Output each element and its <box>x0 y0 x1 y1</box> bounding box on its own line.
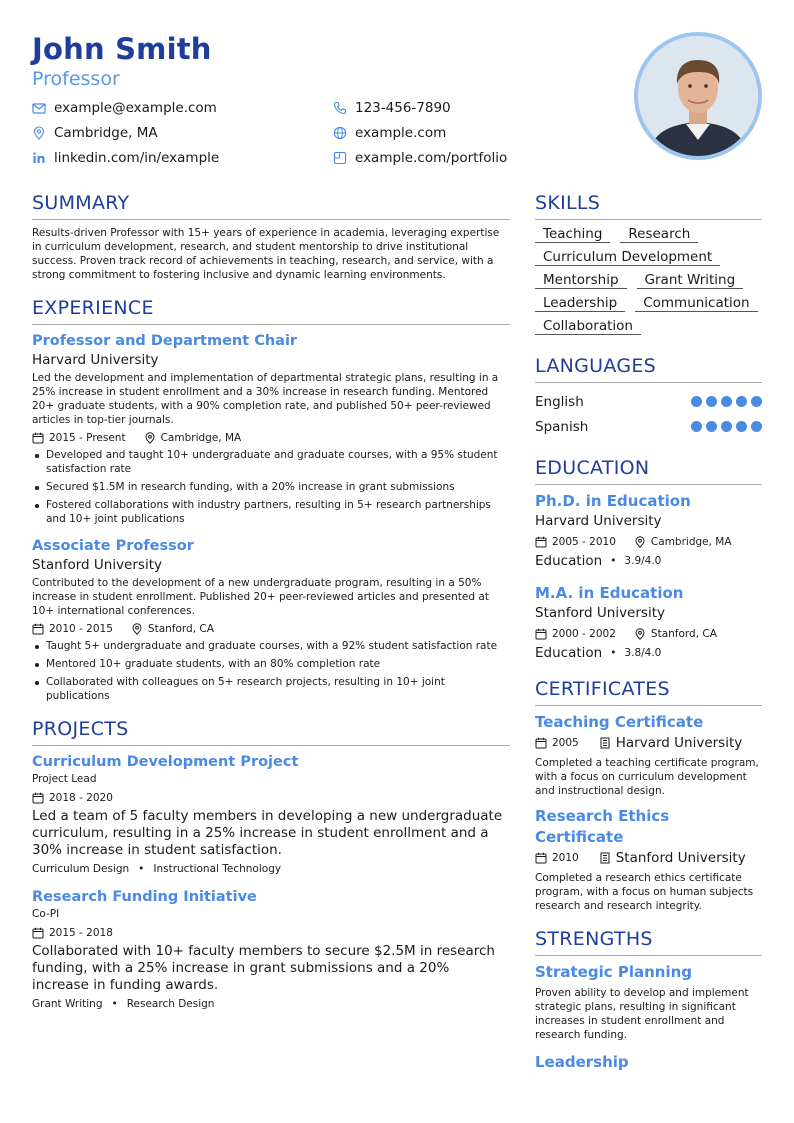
project-role: Project Lead <box>32 773 97 785</box>
calendar-icon <box>535 536 547 548</box>
project-tag: Instructional Technology <box>153 863 282 875</box>
level-dot <box>691 396 702 407</box>
resume-header <box>32 30 612 180</box>
job-desc: Led the development and implementation of departmental strategic plans, resulting in a 25% increase in student enrollment and a 30% increase in research funding. Mentored 20+ graduate students, with a 90% completion rate, and published 50+ peer-reviewed articles in top-tier journals. <box>32 372 499 426</box>
job-meta <box>32 620 510 638</box>
strengths-heading: STRENGTHS <box>535 926 762 956</box>
job-entry <box>32 536 510 703</box>
certificate-meta <box>535 848 762 868</box>
language-row <box>535 414 762 439</box>
school-name: Stanford University <box>535 605 665 621</box>
job-title: Professor and Department Chair <box>32 333 298 349</box>
certificate-name: Research Ethics Certificate <box>535 807 670 846</box>
calendar-icon <box>32 432 44 444</box>
tag-separator: • <box>138 863 145 875</box>
job-title: Associate Professor <box>32 538 194 554</box>
level-dot <box>721 421 732 432</box>
job-bullet: Taught 5+ undergraduate and graduate courses, with a 92% student satisfaction rate <box>32 639 510 653</box>
project-title: Curriculum Development Project <box>32 754 299 770</box>
language-level <box>691 396 762 407</box>
level-dot <box>706 421 717 432</box>
education-meta <box>535 625 762 643</box>
portfolio-icon <box>333 151 347 165</box>
language-name: English <box>535 393 584 410</box>
email-text: example@example.com <box>54 100 217 116</box>
job-bullet: Mentored 10+ graduate students, with an 80% completion rate <box>32 657 510 671</box>
certificate-issuer: Stanford University <box>615 850 746 866</box>
project-tag: Research Design <box>126 998 215 1010</box>
project-tag: Grant Writing <box>32 998 103 1010</box>
candidate-name: John Smith <box>32 32 212 66</box>
project-meta <box>32 924 510 942</box>
project-title: Research Funding Initiative <box>32 889 257 905</box>
strength-name: Strategic Planning <box>535 963 693 981</box>
project-entry <box>32 887 510 1012</box>
contact-website[interactable] <box>333 123 446 143</box>
strength-desc: Proven ability to develop and implement strategic plans, resulting in significant increases in student enrollment and research funding. <box>535 987 749 1041</box>
contact-portfolio[interactable] <box>333 148 507 168</box>
strengths-section <box>535 926 762 1073</box>
job-entry <box>32 331 510 526</box>
job-meta <box>32 429 510 447</box>
certificate-name: Teaching Certificate <box>535 713 704 731</box>
experience-heading: EXPERIENCE <box>32 295 510 325</box>
skill-tag: Research <box>620 226 698 243</box>
strength-entry <box>535 962 762 1042</box>
project-desc: Led a team of 5 faculty members in developing a new undergraduate curriculum, resulting in a 25% increase in student enrollment and a 30% increase in student satisfaction. <box>32 808 503 858</box>
education-section <box>535 455 762 663</box>
certificate-year: 2010 <box>552 852 579 864</box>
phone-icon <box>333 101 347 115</box>
left-column <box>32 190 510 1025</box>
education-field: Education <box>535 553 603 569</box>
skills-list <box>535 226 762 335</box>
education-location: Stanford, CA <box>650 628 717 640</box>
education-gpa: 3.9/4.0 <box>624 555 662 567</box>
summary-text: Results-driven Professor with 15+ years of experience in academia, leveraging expertise in curriculum development, research, and student mentorship to drive institutional success. Proven track record of achievements in teaching, research, and service, with a strong commitment to fostering inclusive and dynamic learning environments. <box>32 227 500 281</box>
phone-text: 123-456-7890 <box>355 100 451 116</box>
project-tags <box>32 862 510 877</box>
location-pin-icon <box>131 623 143 635</box>
degree-title: Ph.D. in Education <box>535 492 691 510</box>
education-field-line <box>535 644 762 663</box>
certificate-issuer: Harvard University <box>615 735 743 751</box>
project-dates: 2018 - 2020 <box>49 792 113 804</box>
job-bullet: Secured $1.5M in research funding, with a 20% increase in grant submissions <box>32 480 510 494</box>
location-text: Cambridge, MA <box>54 125 158 141</box>
certificate-entry <box>535 806 762 913</box>
calendar-icon <box>535 852 547 864</box>
certificates-heading: CERTIFICATES <box>535 676 762 706</box>
location-pin-icon <box>634 536 646 548</box>
job-bullet: Fostered collaborations with industry partners, resulting in 5+ research partnerships and 10+ joint publications <box>32 498 510 526</box>
job-org: Harvard University <box>32 352 159 368</box>
project-meta <box>32 789 510 807</box>
calendar-icon <box>535 737 547 749</box>
calendar-icon <box>535 628 547 640</box>
education-dates: 2000 - 2002 <box>552 628 616 640</box>
certificates-section <box>535 676 762 913</box>
calendar-icon <box>32 623 44 635</box>
level-dot <box>736 396 747 407</box>
certificate-desc: Completed a teaching certificate program, with a focus on curriculum development and instructional design. <box>535 757 759 797</box>
certificate-desc: Completed a research ethics certificate program, with a focus on human subjects research and research integrity. <box>535 872 754 912</box>
profile-photo <box>634 32 762 160</box>
location-pin-icon <box>32 126 46 140</box>
education-dates: 2005 - 2010 <box>552 536 616 548</box>
education-field: Education <box>535 645 603 661</box>
contact-email[interactable] <box>32 98 217 118</box>
calendar-icon <box>32 927 44 939</box>
level-dot <box>721 396 732 407</box>
project-tag: Curriculum Design <box>32 863 130 875</box>
contact-phone[interactable] <box>333 98 451 118</box>
education-heading: EDUCATION <box>535 455 762 485</box>
institution-icon <box>599 852 611 864</box>
job-bullet: Developed and taught 10+ undergraduate and graduate courses, with a 95% student satisfaction rate <box>32 448 510 476</box>
education-gpa: 3.8/4.0 <box>624 647 662 659</box>
education-field-line <box>535 552 762 571</box>
globe-icon <box>333 126 347 140</box>
education-entry <box>535 491 762 571</box>
languages-heading: LANGUAGES <box>535 353 762 383</box>
job-bullet: Collaborated with colleagues on 5+ research projects, resulting in 10+ joint publications <box>32 675 510 703</box>
experience-section <box>32 295 510 703</box>
language-name: Spanish <box>535 418 589 435</box>
separator-dot: • <box>610 647 617 659</box>
certificate-meta <box>535 733 762 753</box>
project-desc: Collaborated with 10+ faculty members to secure $2.5M in research funding, with a 25% increase in grant submissions and a 20% increase in funding awards. <box>32 943 495 993</box>
education-entry <box>535 583 762 663</box>
skill-tag: Curriculum Development <box>535 249 720 266</box>
project-role: Co-PI <box>32 908 60 920</box>
portrait-image <box>638 36 758 156</box>
project-tags <box>32 997 510 1012</box>
languages-section <box>535 353 762 439</box>
school-name: Harvard University <box>535 513 662 529</box>
portfolio-text: example.com/portfolio <box>355 150 508 166</box>
strength-name: Leadership <box>535 1053 629 1071</box>
project-dates: 2015 - 2018 <box>49 927 113 939</box>
job-dates: 2015 - Present <box>49 432 126 444</box>
contact-linkedin[interactable] <box>32 148 219 168</box>
skills-heading: SKILLS <box>535 190 762 220</box>
job-location: Cambridge, MA <box>160 432 242 444</box>
candidate-role: Professor <box>32 68 120 90</box>
job-bullets <box>32 639 510 703</box>
certificate-entry <box>535 712 762 798</box>
institution-icon <box>599 737 611 749</box>
location-pin-icon <box>634 628 646 640</box>
strength-entry <box>535 1052 762 1073</box>
level-dot <box>751 421 762 432</box>
degree-title: M.A. in Education <box>535 584 684 602</box>
skill-tag: Teaching <box>535 226 610 243</box>
skill-tag: Grant Writing <box>637 272 744 289</box>
contact-location <box>32 123 158 143</box>
location-pin-icon <box>144 432 156 444</box>
skill-tag: Mentorship <box>535 272 627 289</box>
linkedin-text: linkedin.com/in/example <box>54 150 220 166</box>
skills-section <box>535 190 762 335</box>
skill-tag: Leadership <box>535 295 625 312</box>
education-meta <box>535 533 762 551</box>
certificate-year: 2005 <box>552 737 579 749</box>
skill-tag: Communication <box>635 295 757 312</box>
summary-section <box>32 190 510 282</box>
project-entry <box>32 752 510 877</box>
projects-section <box>32 716 510 1012</box>
language-row <box>535 389 762 414</box>
language-level <box>691 421 762 432</box>
job-org: Stanford University <box>32 557 162 573</box>
skill-tag: Collaboration <box>535 318 641 335</box>
calendar-icon <box>32 792 44 804</box>
separator-dot: • <box>610 555 617 567</box>
level-dot <box>691 421 702 432</box>
job-dates: 2010 - 2015 <box>49 623 113 635</box>
job-desc: Contributed to the development of a new undergraduate program, resulting in a 50% increase in student enrollment. Published 20+ peer-reviewed articles and presented at 10+ international conferences. <box>32 577 489 617</box>
level-dot <box>751 396 762 407</box>
linkedin-icon <box>32 151 46 165</box>
summary-heading: SUMMARY <box>32 190 510 220</box>
job-location: Stanford, CA <box>147 623 214 635</box>
website-text: example.com <box>355 125 447 141</box>
education-location: Cambridge, MA <box>650 536 732 548</box>
level-dot <box>736 421 747 432</box>
job-bullets <box>32 448 510 526</box>
level-dot <box>706 396 717 407</box>
right-column <box>535 190 762 1086</box>
projects-heading: PROJECTS <box>32 716 510 746</box>
email-icon <box>32 101 46 115</box>
tag-separator: • <box>111 998 118 1010</box>
